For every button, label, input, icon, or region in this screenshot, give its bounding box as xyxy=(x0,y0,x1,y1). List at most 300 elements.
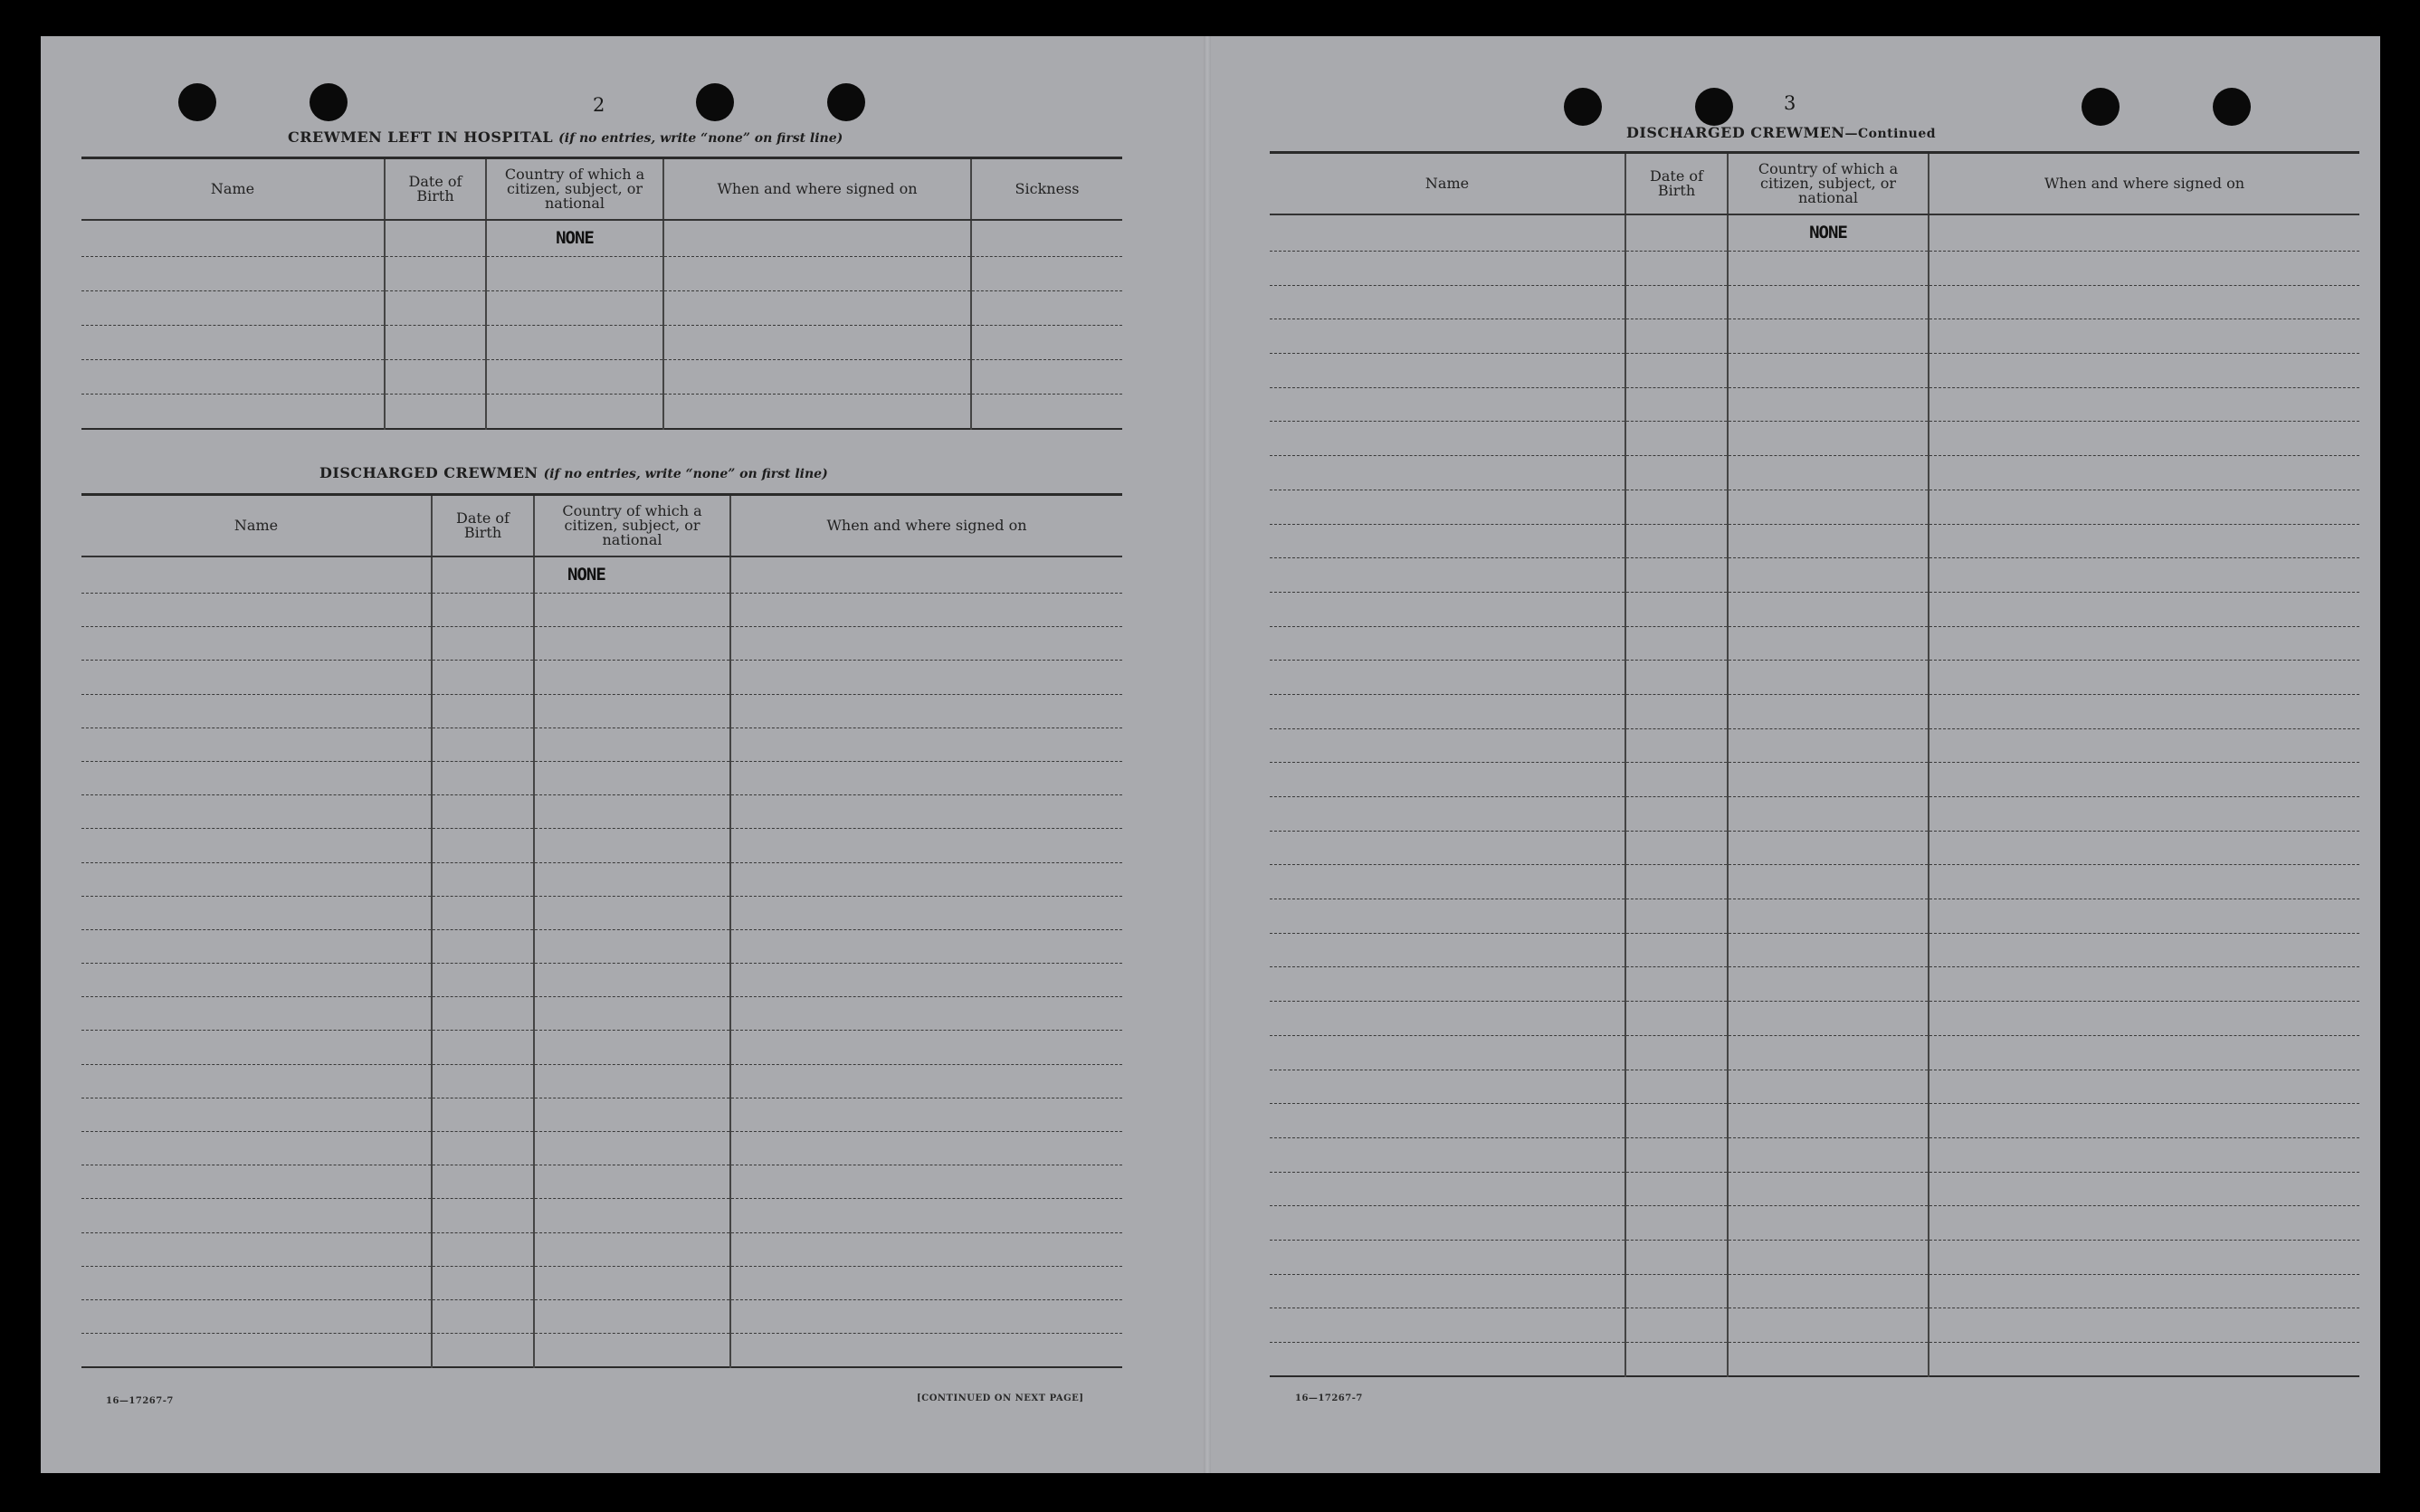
name-cell[interactable] xyxy=(81,1299,432,1333)
country-cell[interactable] xyxy=(1728,354,1929,388)
dob-cell[interactable] xyxy=(1625,899,1728,934)
signed-on-cell[interactable] xyxy=(663,360,971,395)
name-cell[interactable] xyxy=(81,929,432,963)
signed-on-cell[interactable] xyxy=(730,1132,1122,1165)
signed-on-cell[interactable] xyxy=(1929,933,2359,967)
country-cell[interactable] xyxy=(486,360,663,395)
country-cell[interactable] xyxy=(1728,1172,1929,1206)
country-cell[interactable] xyxy=(534,1199,730,1232)
country-cell[interactable] xyxy=(486,257,663,291)
dob-cell[interactable] xyxy=(1625,285,1728,319)
table-row xyxy=(81,1132,1122,1165)
name-cell[interactable] xyxy=(1270,592,1625,626)
country-cell[interactable] xyxy=(1728,1274,1929,1308)
country-cell[interactable] xyxy=(1728,1137,1929,1172)
dob-cell[interactable] xyxy=(1625,456,1728,490)
name-cell[interactable] xyxy=(81,829,432,862)
country-cell[interactable] xyxy=(1728,1035,1929,1070)
left-form-number: 16—17267-7 xyxy=(106,1396,174,1406)
dob-cell[interactable] xyxy=(385,291,486,326)
signed-on-cell[interactable] xyxy=(1929,797,2359,832)
name-cell[interactable] xyxy=(1270,285,1625,319)
name-cell[interactable] xyxy=(81,1098,432,1131)
dob-cell[interactable] xyxy=(432,1334,534,1367)
signed-on-cell[interactable] xyxy=(730,761,1122,794)
signed-on-cell[interactable] xyxy=(1929,285,2359,319)
country-cell[interactable] xyxy=(1728,1343,1929,1377)
country-cell[interactable] xyxy=(1728,285,1929,319)
dob-cell[interactable] xyxy=(1625,1137,1728,1172)
dob-cell[interactable] xyxy=(432,694,534,727)
signed-on-cell[interactable] xyxy=(730,556,1122,594)
country-cell[interactable] xyxy=(534,1132,730,1165)
name-cell[interactable] xyxy=(1270,1137,1625,1172)
signed-on-cell[interactable] xyxy=(663,326,971,360)
dob-cell[interactable] xyxy=(1625,1104,1728,1138)
signed-on-cell[interactable] xyxy=(730,1064,1122,1098)
table-row xyxy=(81,1232,1122,1266)
signed-on-cell[interactable] xyxy=(1929,728,2359,763)
dob-cell[interactable] xyxy=(432,556,534,594)
country-cell[interactable] xyxy=(534,627,730,661)
sickness-cell[interactable] xyxy=(971,291,1122,326)
country-cell[interactable] xyxy=(534,1165,730,1199)
signed-on-cell[interactable] xyxy=(730,1334,1122,1367)
country-cell[interactable] xyxy=(486,220,663,257)
dob-cell[interactable] xyxy=(1625,558,1728,593)
dob-cell[interactable] xyxy=(1625,387,1728,422)
signed-on-cell[interactable] xyxy=(730,896,1122,929)
name-cell[interactable] xyxy=(1270,252,1625,286)
name-cell[interactable] xyxy=(81,360,385,395)
country-cell[interactable] xyxy=(1728,252,1929,286)
name-cell[interactable] xyxy=(81,627,432,661)
table-row xyxy=(81,291,1122,326)
name-cell[interactable] xyxy=(81,964,432,997)
sickness-cell[interactable] xyxy=(971,257,1122,291)
signed-on-cell[interactable] xyxy=(1929,558,2359,593)
col-name: Name xyxy=(81,495,432,556)
signed-on-cell[interactable] xyxy=(1929,1104,2359,1138)
dob-cell[interactable] xyxy=(432,896,534,929)
country-cell[interactable] xyxy=(534,1098,730,1131)
table-row xyxy=(81,1266,1122,1299)
dob-cell[interactable] xyxy=(1625,524,1728,558)
name-cell[interactable] xyxy=(1270,456,1625,490)
signed-on-cell[interactable] xyxy=(1929,422,2359,456)
name-cell[interactable] xyxy=(1270,1206,1625,1241)
country-cell[interactable] xyxy=(1728,831,1929,865)
name-cell[interactable] xyxy=(1270,694,1625,728)
table-row xyxy=(81,627,1122,661)
country-cell[interactable] xyxy=(534,795,730,829)
signed-on-cell[interactable] xyxy=(730,1299,1122,1333)
signed-on-cell[interactable] xyxy=(1929,1274,2359,1308)
name-cell[interactable] xyxy=(1270,1274,1625,1308)
dob-cell[interactable] xyxy=(1625,1172,1728,1206)
dob-cell[interactable] xyxy=(385,326,486,360)
signed-on-cell[interactable] xyxy=(1929,592,2359,626)
signed-on-cell[interactable] xyxy=(1929,524,2359,558)
table-row xyxy=(81,326,1122,360)
country-cell[interactable] xyxy=(486,291,663,326)
punch-hole xyxy=(310,83,348,121)
none-entry: NONE xyxy=(1809,223,1847,243)
col-country: Country of which a citizen, subject, or national xyxy=(534,495,730,556)
name-cell[interactable] xyxy=(1270,558,1625,593)
dob-cell[interactable] xyxy=(1625,1274,1728,1308)
dob-cell[interactable] xyxy=(1625,1308,1728,1343)
col-country: Country of which a citizen, subject, or national xyxy=(1728,153,1929,214)
country-cell[interactable] xyxy=(534,1031,730,1064)
sickness-cell[interactable] xyxy=(971,395,1122,429)
country-cell[interactable] xyxy=(1728,865,1929,899)
country-cell[interactable] xyxy=(534,964,730,997)
table-row xyxy=(1270,1343,2359,1377)
country-cell[interactable] xyxy=(1728,1308,1929,1343)
name-cell[interactable] xyxy=(81,896,432,929)
signed-on-cell[interactable] xyxy=(730,795,1122,829)
country-cell[interactable] xyxy=(1728,661,1929,695)
discharged-continued-title: DISCHARGED CREWMEN—Continued xyxy=(1626,124,1937,141)
table-row xyxy=(81,795,1122,829)
country-cell[interactable] xyxy=(534,556,730,594)
table-row xyxy=(1270,592,2359,626)
dob-cell[interactable] xyxy=(1625,694,1728,728)
country-cell[interactable] xyxy=(1728,763,1929,797)
signed-on-cell[interactable] xyxy=(663,257,971,291)
signed-on-cell[interactable] xyxy=(730,1199,1122,1232)
right-form-number: 16—17267-7 xyxy=(1295,1393,1363,1403)
name-cell[interactable] xyxy=(1270,214,1625,252)
country-cell[interactable] xyxy=(534,929,730,963)
signed-on-cell[interactable] xyxy=(1929,899,2359,934)
name-cell[interactable] xyxy=(81,795,432,829)
table-row xyxy=(81,862,1122,896)
dob-cell[interactable] xyxy=(385,360,486,395)
country-cell[interactable] xyxy=(1728,422,1929,456)
col-name: Name xyxy=(81,158,385,220)
signed-on-cell[interactable] xyxy=(730,964,1122,997)
name-cell[interactable] xyxy=(81,1132,432,1165)
name-cell[interactable] xyxy=(81,1064,432,1098)
name-cell[interactable] xyxy=(81,761,432,794)
dob-cell[interactable] xyxy=(432,862,534,896)
name-cell[interactable] xyxy=(81,1232,432,1266)
signed-on-cell[interactable] xyxy=(1929,865,2359,899)
dob-cell[interactable] xyxy=(432,997,534,1031)
name-cell[interactable] xyxy=(1270,319,1625,354)
name-cell[interactable] xyxy=(1270,967,1625,1002)
name-cell[interactable] xyxy=(81,1031,432,1064)
name-cell[interactable] xyxy=(1270,387,1625,422)
table-row xyxy=(81,1098,1122,1131)
signed-on-cell[interactable] xyxy=(730,1098,1122,1131)
dob-cell[interactable] xyxy=(432,964,534,997)
signed-on-cell[interactable] xyxy=(730,997,1122,1031)
signed-on-cell[interactable] xyxy=(1929,319,2359,354)
name-cell[interactable] xyxy=(81,220,385,257)
dob-cell[interactable] xyxy=(432,1165,534,1199)
country-cell[interactable] xyxy=(1728,1002,1929,1036)
dob-cell[interactable] xyxy=(1625,214,1728,252)
table-row xyxy=(1270,865,2359,899)
dob-cell[interactable] xyxy=(1625,933,1728,967)
signed-on-cell[interactable] xyxy=(1929,1070,2359,1104)
punch-hole xyxy=(2082,88,2120,126)
signed-on-cell[interactable] xyxy=(730,661,1122,694)
signed-on-cell[interactable] xyxy=(1929,456,2359,490)
country-cell[interactable] xyxy=(1728,214,1929,252)
dob-cell[interactable] xyxy=(1625,1206,1728,1241)
table-row xyxy=(1270,422,2359,456)
dob-cell[interactable] xyxy=(1625,1035,1728,1070)
country-cell[interactable] xyxy=(534,1232,730,1266)
name-cell[interactable] xyxy=(1270,1343,1625,1377)
name-cell[interactable] xyxy=(1270,626,1625,661)
signed-on-cell[interactable] xyxy=(1929,214,2359,252)
name-cell[interactable] xyxy=(81,1165,432,1199)
name-cell[interactable] xyxy=(1270,661,1625,695)
name-cell[interactable] xyxy=(81,1334,432,1367)
dob-cell[interactable] xyxy=(432,929,534,963)
signed-on-cell[interactable] xyxy=(1929,354,2359,388)
signed-on-cell[interactable] xyxy=(663,291,971,326)
dob-cell[interactable] xyxy=(1625,1070,1728,1104)
table-row xyxy=(1270,319,2359,354)
signed-on-cell[interactable] xyxy=(1929,661,2359,695)
name-cell[interactable] xyxy=(81,326,385,360)
sickness-cell[interactable] xyxy=(971,326,1122,360)
name-cell[interactable] xyxy=(1270,524,1625,558)
table-row xyxy=(81,661,1122,694)
country-cell[interactable] xyxy=(1728,797,1929,832)
signed-on-cell[interactable] xyxy=(730,694,1122,727)
country-cell[interactable] xyxy=(534,1334,730,1367)
country-cell[interactable] xyxy=(1728,626,1929,661)
name-cell[interactable] xyxy=(81,257,385,291)
country-cell[interactable] xyxy=(1728,1206,1929,1241)
dob-cell[interactable] xyxy=(432,627,534,661)
signed-on-cell[interactable] xyxy=(1929,1308,2359,1343)
signed-on-cell[interactable] xyxy=(1929,1240,2359,1274)
dob-cell[interactable] xyxy=(432,1064,534,1098)
table-row xyxy=(1270,354,2359,388)
col-date-of-birth: Date of Birth xyxy=(385,158,486,220)
dob-cell[interactable] xyxy=(1625,1240,1728,1274)
dob-cell[interactable] xyxy=(1625,967,1728,1002)
col-date-of-birth: Date of Birth xyxy=(1625,153,1728,214)
signed-on-cell[interactable] xyxy=(730,727,1122,761)
dob-cell[interactable] xyxy=(432,594,534,627)
country-cell[interactable] xyxy=(534,594,730,627)
signed-on-cell[interactable] xyxy=(1929,1172,2359,1206)
dob-cell[interactable] xyxy=(1625,763,1728,797)
dob-cell[interactable] xyxy=(432,1232,534,1266)
dob-cell[interactable] xyxy=(385,395,486,429)
signed-on-cell[interactable] xyxy=(1929,694,2359,728)
name-cell[interactable] xyxy=(1270,1308,1625,1343)
name-cell[interactable] xyxy=(81,594,432,627)
signed-on-cell[interactable] xyxy=(1929,1137,2359,1172)
dob-cell[interactable] xyxy=(1625,661,1728,695)
name-cell[interactable] xyxy=(1270,933,1625,967)
signed-on-cell[interactable] xyxy=(730,627,1122,661)
country-cell[interactable] xyxy=(1728,387,1929,422)
dob-cell[interactable] xyxy=(432,1199,534,1232)
dob-cell[interactable] xyxy=(1625,626,1728,661)
country-cell[interactable] xyxy=(1728,933,1929,967)
name-cell[interactable] xyxy=(1270,899,1625,934)
dob-cell[interactable] xyxy=(385,220,486,257)
country-cell[interactable] xyxy=(534,896,730,929)
hospital-table xyxy=(81,157,1122,430)
dob-cell[interactable] xyxy=(1625,728,1728,763)
country-cell[interactable] xyxy=(1728,592,1929,626)
signed-on-cell[interactable] xyxy=(1929,1035,2359,1070)
signed-on-cell[interactable] xyxy=(663,395,971,429)
signed-on-cell[interactable] xyxy=(1929,1002,2359,1036)
dob-cell[interactable] xyxy=(385,257,486,291)
dob-cell[interactable] xyxy=(432,829,534,862)
name-cell[interactable] xyxy=(1270,1172,1625,1206)
country-cell[interactable] xyxy=(1728,524,1929,558)
dob-cell[interactable] xyxy=(432,727,534,761)
country-cell[interactable] xyxy=(534,862,730,896)
dob-cell[interactable] xyxy=(1625,797,1728,832)
country-cell[interactable] xyxy=(1728,694,1929,728)
signed-on-cell[interactable] xyxy=(1929,252,2359,286)
name-cell[interactable] xyxy=(81,694,432,727)
name-cell[interactable] xyxy=(81,1266,432,1299)
signed-on-cell[interactable] xyxy=(730,1165,1122,1199)
name-cell[interactable] xyxy=(1270,1240,1625,1274)
dob-cell[interactable] xyxy=(1625,1343,1728,1377)
dob-cell[interactable] xyxy=(432,1031,534,1064)
country-cell[interactable] xyxy=(1728,319,1929,354)
name-cell[interactable] xyxy=(81,556,432,594)
dob-cell[interactable] xyxy=(1625,831,1728,865)
country-cell[interactable] xyxy=(1728,967,1929,1002)
name-cell[interactable] xyxy=(1270,1070,1625,1104)
name-cell[interactable] xyxy=(81,997,432,1031)
dob-cell[interactable] xyxy=(432,1132,534,1165)
none-entry: NONE xyxy=(567,565,605,585)
punch-hole xyxy=(178,83,216,121)
dob-cell[interactable] xyxy=(1625,1002,1728,1036)
signed-on-cell[interactable] xyxy=(730,594,1122,627)
country-cell[interactable] xyxy=(534,997,730,1031)
country-cell[interactable] xyxy=(1728,1070,1929,1104)
dob-cell[interactable] xyxy=(432,1299,534,1333)
dob-cell[interactable] xyxy=(1625,252,1728,286)
dob-cell[interactable] xyxy=(432,1266,534,1299)
signed-on-cell[interactable] xyxy=(730,862,1122,896)
table-row xyxy=(1270,524,2359,558)
table-row xyxy=(1270,831,2359,865)
dob-cell[interactable] xyxy=(1625,592,1728,626)
country-cell[interactable] xyxy=(1728,558,1929,593)
sickness-cell[interactable] xyxy=(971,220,1122,257)
right-page-number: 3 xyxy=(1784,92,1796,114)
name-cell[interactable] xyxy=(81,862,432,896)
signed-on-cell[interactable] xyxy=(730,1232,1122,1266)
dob-cell[interactable] xyxy=(432,661,534,694)
name-cell[interactable] xyxy=(81,1199,432,1232)
dob-cell[interactable] xyxy=(1625,422,1728,456)
dob-cell[interactable] xyxy=(432,761,534,794)
signed-on-cell[interactable] xyxy=(1929,490,2359,524)
name-cell[interactable] xyxy=(1270,865,1625,899)
dob-cell[interactable] xyxy=(432,795,534,829)
name-cell[interactable] xyxy=(81,395,385,429)
name-cell[interactable] xyxy=(1270,354,1625,388)
country-cell[interactable] xyxy=(1728,728,1929,763)
signed-on-cell[interactable] xyxy=(663,220,971,257)
table-row xyxy=(81,360,1122,395)
signed-on-cell[interactable] xyxy=(1929,967,2359,1002)
signed-on-cell[interactable] xyxy=(1929,1343,2359,1377)
country-cell[interactable] xyxy=(1728,899,1929,934)
name-cell[interactable] xyxy=(1270,728,1625,763)
country-cell[interactable] xyxy=(534,661,730,694)
name-cell[interactable] xyxy=(81,727,432,761)
signed-on-cell[interactable] xyxy=(1929,387,2359,422)
signed-on-cell[interactable] xyxy=(730,829,1122,862)
name-cell[interactable] xyxy=(1270,831,1625,865)
sickness-cell[interactable] xyxy=(971,360,1122,395)
name-cell[interactable] xyxy=(81,661,432,694)
name-cell[interactable] xyxy=(81,291,385,326)
country-cell[interactable] xyxy=(534,829,730,862)
name-cell[interactable] xyxy=(1270,763,1625,797)
country-cell[interactable] xyxy=(534,761,730,794)
country-cell[interactable] xyxy=(486,395,663,429)
signed-on-cell[interactable] xyxy=(1929,1206,2359,1241)
country-cell[interactable] xyxy=(534,727,730,761)
signed-on-cell[interactable] xyxy=(1929,626,2359,661)
country-cell[interactable] xyxy=(1728,456,1929,490)
country-cell[interactable] xyxy=(534,1266,730,1299)
dob-cell[interactable] xyxy=(432,1098,534,1131)
country-cell[interactable] xyxy=(534,694,730,727)
name-cell[interactable] xyxy=(1270,1035,1625,1070)
signed-on-cell[interactable] xyxy=(1929,831,2359,865)
table-row xyxy=(81,257,1122,291)
name-cell[interactable] xyxy=(1270,1002,1625,1036)
name-cell[interactable] xyxy=(1270,422,1625,456)
dob-cell[interactable] xyxy=(1625,319,1728,354)
dob-cell[interactable] xyxy=(1625,354,1728,388)
name-cell[interactable] xyxy=(1270,797,1625,832)
signed-on-cell[interactable] xyxy=(730,1266,1122,1299)
country-cell[interactable] xyxy=(1728,490,1929,524)
table-row xyxy=(81,694,1122,727)
country-cell[interactable] xyxy=(486,326,663,360)
dob-cell[interactable] xyxy=(1625,865,1728,899)
name-cell[interactable] xyxy=(1270,490,1625,524)
punch-hole xyxy=(1695,88,1733,126)
country-cell[interactable] xyxy=(1728,1104,1929,1138)
country-cell[interactable] xyxy=(534,1299,730,1333)
signed-on-cell[interactable] xyxy=(730,929,1122,963)
signed-on-cell[interactable] xyxy=(1929,763,2359,797)
country-cell[interactable] xyxy=(1728,1240,1929,1274)
signed-on-cell[interactable] xyxy=(730,1031,1122,1064)
name-cell[interactable] xyxy=(1270,1104,1625,1138)
country-cell[interactable] xyxy=(534,1064,730,1098)
dob-cell[interactable] xyxy=(1625,490,1728,524)
